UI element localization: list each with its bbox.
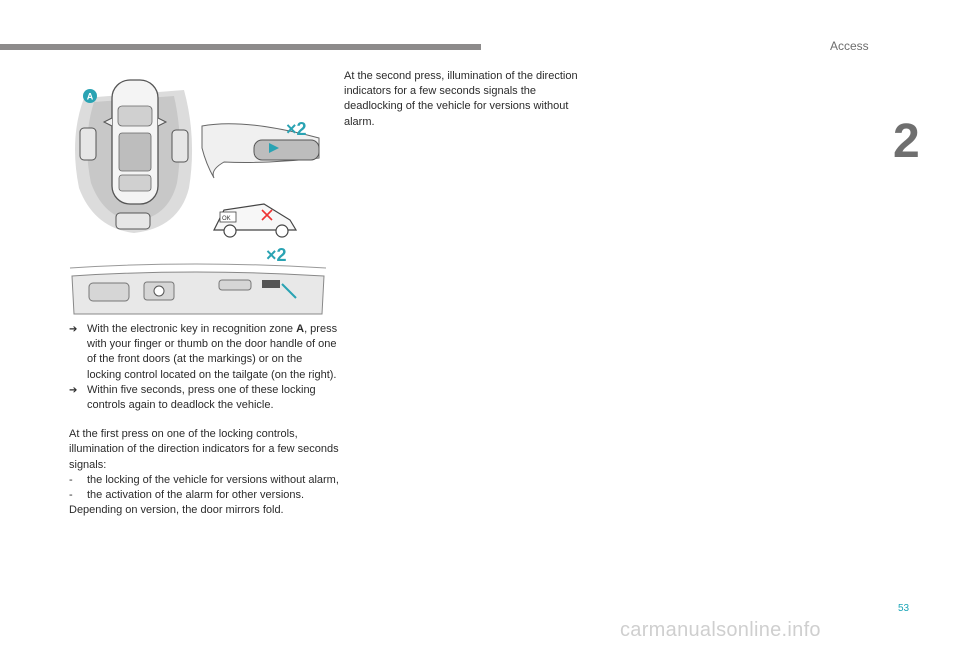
first-press-intro: At the first press on one of the locking controls, illumination of the direction indicators for a few seconds signals: — [69, 428, 339, 471]
car-ok-badge: OK — [222, 216, 231, 222]
instruction-bullet: ➔ Within five seconds, press one of these locking controls again to deadlock the vehicle. — [69, 383, 316, 412]
right-column — [344, 69, 594, 130]
page-number: 53 — [898, 603, 910, 614]
arrow-bullet-icon: ➔ — [69, 324, 78, 335]
locking-illustration — [64, 78, 332, 322]
second-press-text: At the second press, illumination of the direction indicators for a few seconds signals the deadlocking of the vehicle for versions without alarm. — [344, 70, 578, 128]
section-title: Access — [830, 39, 869, 53]
zone-a-label: A — [86, 91, 94, 102]
list-item: - the activation of the alarm for other versions. — [69, 489, 305, 502]
left-column — [69, 322, 339, 518]
chapter-number: 2 — [893, 115, 920, 168]
instruction-bullet: ➔ With the electronic key in recognition zone A, press with your finger or thumb on the door handle of one of the front doors (at the markings) or on the locking control located on the tailgate (on the right). — [69, 323, 338, 381]
arrow-bullet-icon: ➔ — [69, 384, 78, 396]
mirrors-note: Depending on version, the door mirrors fold. — [69, 504, 284, 517]
press-count-top: ×2 — [286, 119, 307, 139]
list-item: - the locking of the vehicle for versions without alarm, — [69, 473, 339, 486]
car-top-view-icon — [104, 80, 166, 204]
car-side-view-icon — [214, 204, 296, 237]
press-count-bottom: ×2 — [266, 245, 287, 265]
tailgate-icon — [70, 264, 326, 314]
header-rule — [0, 44, 481, 50]
watermark: carmanualsonline.info — [620, 619, 821, 641]
